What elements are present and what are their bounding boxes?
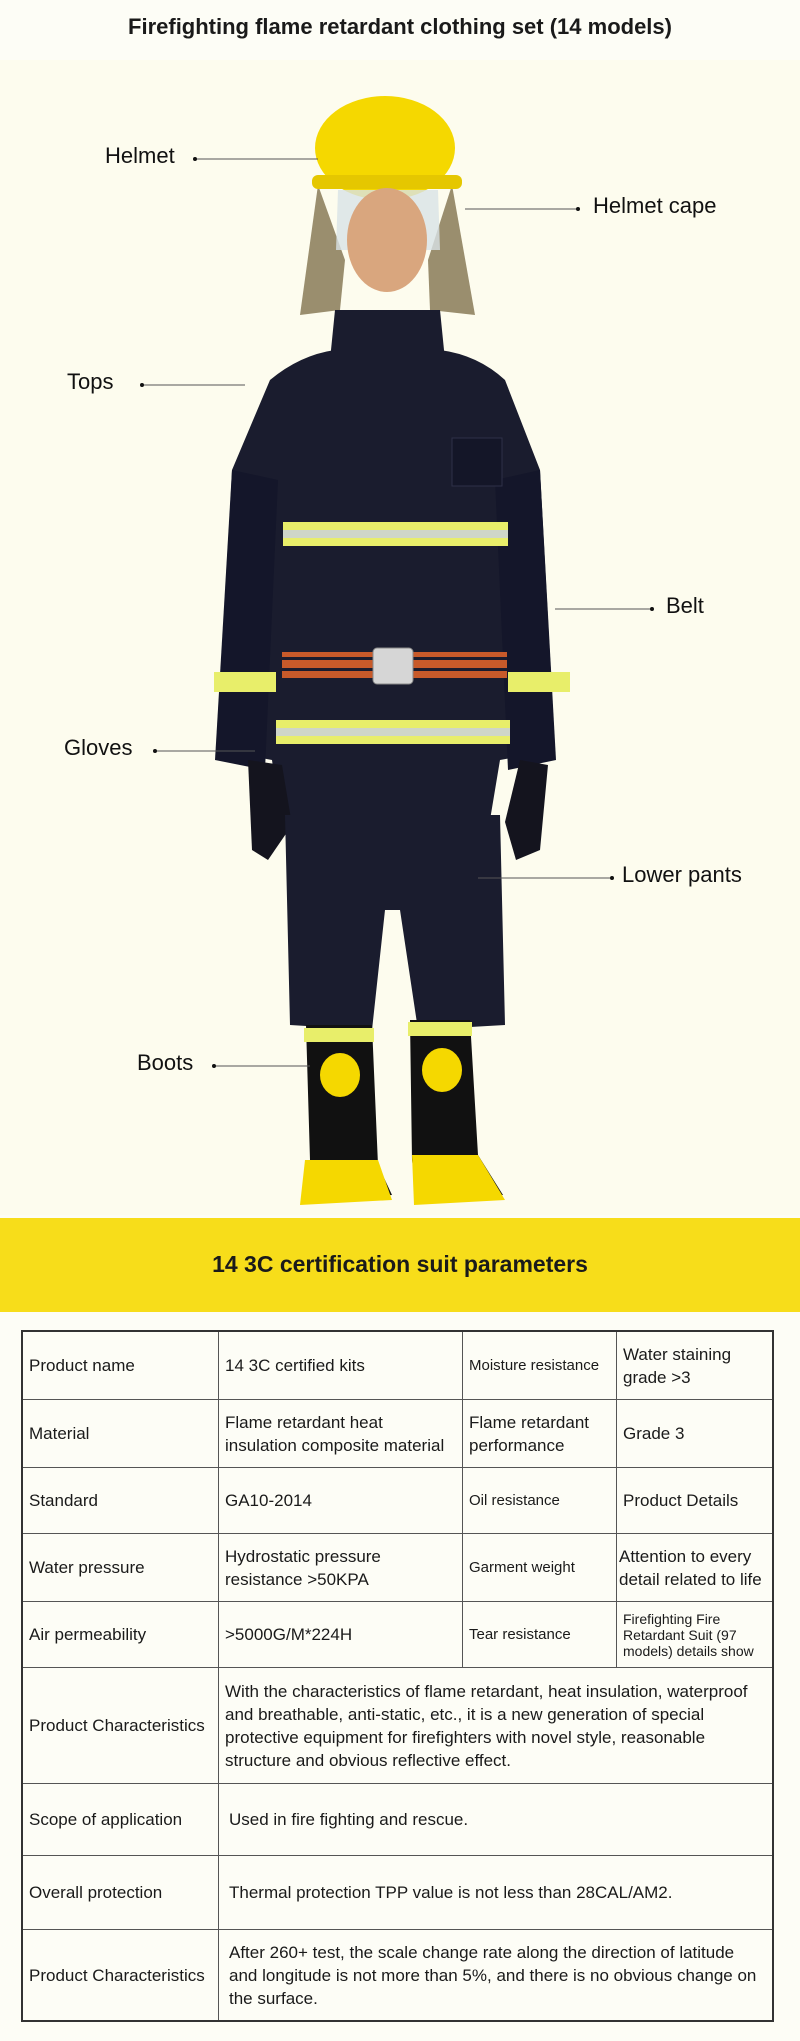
table-cell-value: >5000G/M*224H: [219, 1602, 463, 1668]
table-cell-label: Material: [23, 1400, 219, 1468]
callout-gloves: Gloves: [64, 735, 133, 760]
product-illustration: [0, 60, 800, 1215]
params-title: 14 3C certification suit parameters: [212, 1251, 588, 1277]
face: [347, 188, 427, 292]
table-cell-value: Flame retardant heat insulation composite material: [219, 1400, 463, 1468]
table-cell-label: Scope of application: [23, 1784, 219, 1856]
table-cell-label: Overall protection: [23, 1856, 219, 1930]
belt-buckle: [373, 648, 413, 684]
callout-lower-pants: Lower pants: [622, 862, 742, 887]
table-cell-value: After 260+ test, the scale change rate along the direction of latitude and longitude is not more than 5%, and there is no obvious change on the surface.: [229, 1942, 757, 2008]
table-cell-value: 14 3C certified kits: [219, 1332, 463, 1400]
table-cell-value: Firefighting Fire Retardant Suit (97 models) details show: [617, 1602, 772, 1668]
callout-belt: Belt: [666, 593, 704, 618]
table-cell-label: Product name: [23, 1332, 219, 1400]
firefighter-suit-figure: [0, 60, 800, 1215]
table-cell-value: Grade 3: [617, 1400, 772, 1468]
table-cell-label: Air permeability: [23, 1602, 219, 1668]
table-cell-value: Thermal protection TPP value is not less than 28CAL/AM2.: [219, 1856, 772, 1930]
table-cell-label: Oil resistance: [463, 1468, 617, 1534]
table-cell-label: Product Characteristics: [23, 1668, 219, 1784]
table-cell-value: Product Details: [617, 1468, 772, 1534]
table-cell-value: GA10-2014: [219, 1468, 463, 1534]
callout-tops: Tops: [67, 369, 114, 394]
table-cell-label: Product Characteristics: [23, 1930, 219, 2020]
table-cell-label: Garment weight: [463, 1534, 617, 1602]
callout-boots: Boots: [137, 1050, 194, 1075]
page-title: Firefighting flame retardant clothing set (14 models): [128, 14, 672, 39]
table-cell-label: Flame retardant performance: [463, 1400, 617, 1468]
table-cell-label: Moisture resistance: [463, 1332, 617, 1400]
table-cell-value: Attention to every detail related to life: [617, 1534, 772, 1602]
table-cell-value: Water staining grade >3: [617, 1332, 772, 1400]
table-cell-value: Hydrostatic pressure resistance >50KPA: [219, 1534, 463, 1602]
table-cell-value: Used in fire fighting and rescue.: [219, 1784, 772, 1856]
spec-table: [21, 1330, 774, 2022]
callout-helmet-cape: Helmet cape: [593, 193, 717, 218]
table-cell-label: Water pressure: [23, 1534, 219, 1602]
callout-helmet: Helmet: [105, 143, 175, 168]
chest-stripe-yellow: [283, 522, 508, 530]
table-cell-label: Tear resistance: [463, 1602, 617, 1668]
table-cell-label: Standard: [23, 1468, 219, 1534]
table-cell-value: With the characteristics of flame retardant, heat insulation, waterproof and breathable, anti-static, etc., it is a new generation of special protective equipment for firefighters with novel style, reasonable structure and obvious reflective effect.: [219, 1668, 772, 1784]
